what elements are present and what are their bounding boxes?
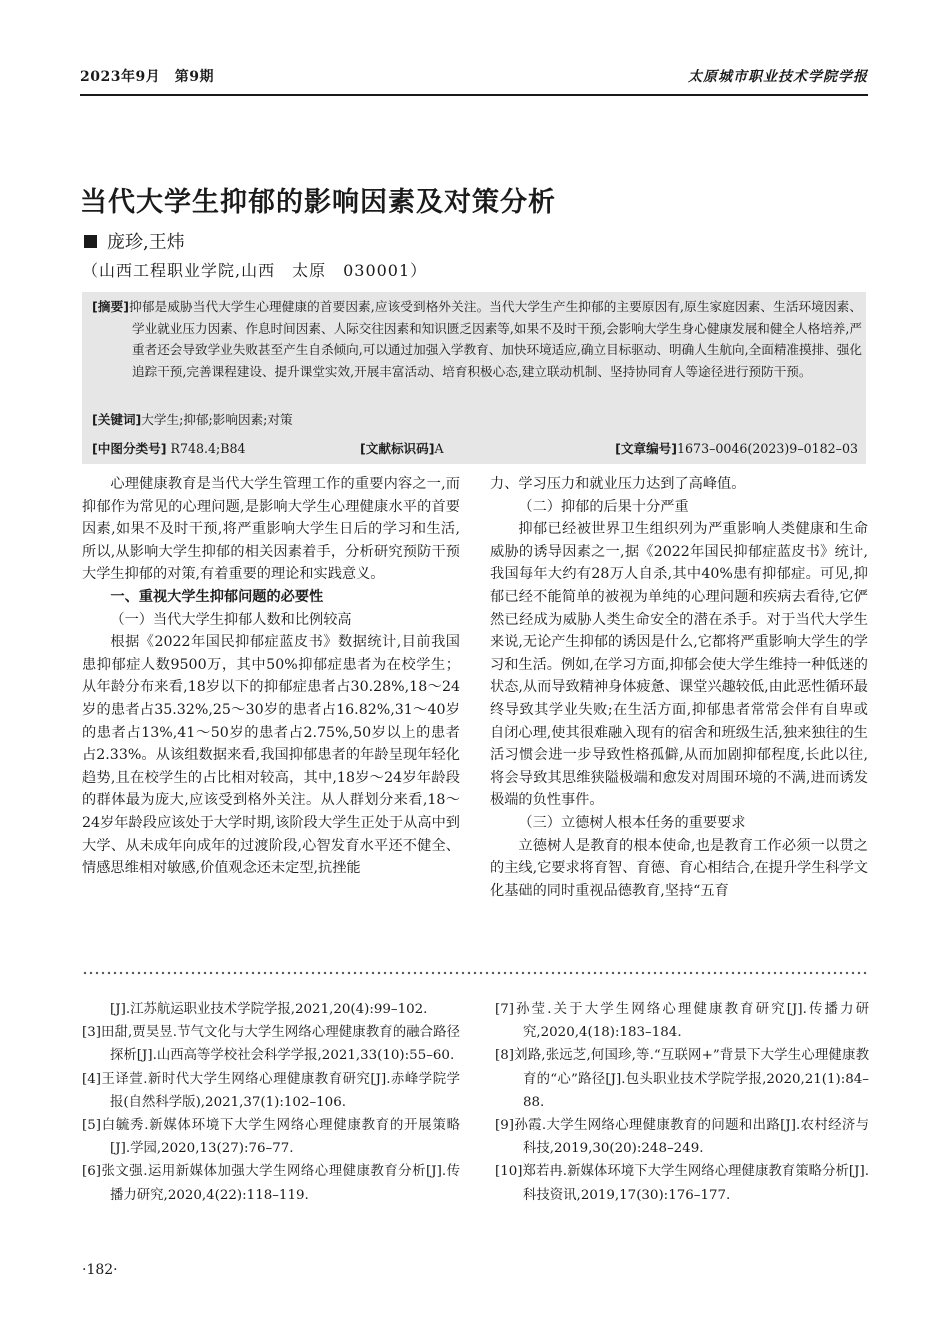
reference-item: [6]张文强.运用新媒体加强大学生网络心理健康教育分析[J].传播力研究,2020,4(22):118–119. (82, 1164, 460, 1203)
article-no-label: [文章编号] (615, 441, 678, 456)
abstract-text: 抑郁是威胁当代大学生心理健康的首要因素,应该受到格外关注。当代大学生产生抑郁的主要原因有,原生家庭因素、生活环境因素、学业就业压力因素、作息时间因素、人际交往因素和知识匮乏因素等,如果不及时干预,会影响大学生身心健康发展和健全人格培养,严重者还会导致学业失败甚至产生自杀倾向,可以通过加强入学教育、加快环境适应,确立目标驱动、明确人生航向,全面精准摸排、强化追踪干预,完善课程建设、提升课堂实效,开展丰富活动、培育积极心态,建立联动机制、坚持协同育人等途径进行预防干预。 (129, 299, 862, 379)
reference-item: [J].江苏航运职业技术学院学报,2021,20(4):99–102. (110, 1002, 428, 1017)
reference-item: [10]郑若冉.新媒体环境下大学生网络心理健康教育策略分析[J].科技资讯,2019,17(30):176–177. (495, 1164, 869, 1203)
square-bullet-icon (84, 235, 97, 248)
article-title: 当代大学生抑郁的影响因素及对策分析 (80, 187, 556, 218)
issue-date: 2023年9月 第9期 (80, 69, 214, 85)
references-right (495, 998, 869, 1207)
body-column-right (490, 473, 868, 902)
keywords-label: [关键词] (92, 412, 142, 427)
reference-item: [9]孙霞.大学生网络心理健康教育的问题和出路[J].农村经济与科技,2019,30(20):248–249. (495, 1118, 869, 1157)
subsection-heading: （一）当代大学生抑郁人数和比例较高 (110, 611, 352, 628)
clc-label: [中图分类号] (92, 441, 167, 456)
reference-item: [7]孙莹.关于大学生网络心理健康教育研究[J].传播力研究,2020,4(18):183–184. (495, 1002, 869, 1041)
keywords (92, 409, 293, 428)
body-paragraph: 抑郁已经被世界卫生组织列为严重影响人类健康和生命威胁的诱导因素之一,据《2022年国民抑郁症蓝皮书》统计,我国每年大约有28万人自杀,其中40%患有抑郁症。可见,抑郁已经不能简单的被视为单纯的心理问题和疾病去看待,它俨然已经成为威胁人类生命安全的潜在杀手。对于当代大学生来说,无论产生抑郁的诱因是什么,它都将严重影响大学生的学习和生活。例如,在学习方面,抑郁会使大学生维持一种低迷的状态,从而导致精神身体疲惫、课堂兴趣较低,由此恶性循环最终导致其学业失败;在生活方面,抑郁患者常常会伴有自卑或自闭心理,使其很难融入现有的宿舍和班级生活,独来独往的生活习惯会进一步导致性格孤僻,从而加剧抑郁程度,长此以往,将会导致其思维狭隘极端和愈发对周围环境的不满,进而诱发极端的负性事件。 (490, 521, 868, 809)
doc-code-value: A (434, 441, 444, 456)
article-no-value: 1673–0046(2023)9–0182–03 (677, 441, 858, 456)
section-heading: 一、重视大学生抑郁问题的必要性 (110, 588, 324, 605)
subsection-heading: （二）抑郁的后果十分严重 (518, 498, 689, 515)
body-paragraph: 立德树人是教育的根本使命,也是教育工作必须一以贯之的主线,它要求将育智、育德、育心相结合,在提升学生科学文化基础的同时重视品德教育,坚持“五育 (490, 837, 868, 899)
abstract-box (82, 292, 866, 464)
body-paragraph-continued: 力、学习压力和就业压力达到了高峰值。 (490, 476, 746, 492)
doc-code-label: [文献标识码] (360, 441, 435, 456)
intro-paragraph: 心理健康教育是当代大学生管理工作的重要内容之一,而抑郁作为常见的心理问题,是影响大学生心理健康水平的首要因素,如果不及时干预,将严重影响大学生日后的学习和生活,所以,从影响大学生抑郁的相关因素着手，分析研究预防干预大学生抑郁的对策,有着重要的理论和实践意义。 (82, 476, 460, 583)
reference-item: [3]田甜,贾昊昱.节气文化与大学生网络心理健康教育的融合路径探析[J].山西高等学校社会科学学报,2021,33(10):55–60. (82, 1025, 460, 1064)
references-left (82, 998, 460, 1207)
author-line (84, 228, 185, 254)
authors: 庞珍,王炜 (107, 232, 185, 253)
affiliation: （山西工程职业学院,山西 太原 030001） (82, 261, 428, 280)
dotted-divider (82, 969, 868, 977)
body-column-left (82, 473, 460, 880)
header-rule (80, 94, 868, 96)
keywords-text: 大学生;抑郁;影响因素;对策 (141, 412, 293, 427)
reference-item: [8]刘路,张远芝,何国珍,等.“互联网+”背景下大学生心理健康教育的“心”路径[J].包头职业技术学院学报,2020,21(1):84–88. (495, 1048, 869, 1110)
page-number: ·182· (82, 1262, 118, 1278)
body-paragraph: 根据《2022年国民抑郁症蓝皮书》数据统计,目前我国患抑郁症人数9500万，其中50%抑郁症患者为在校学生；从年龄分布来看,18岁以下的抑郁症患者占30.28%,18～24岁的患者占35.32%,25～30岁的患者占16.82%,31～40岁的患者占13%,41～50岁的患者占2.75%,50岁以上的患者占2.33%。从该组数据来看,我国抑郁患者的年龄呈现年轻化趋势,且在校学生的占比相对较高，其中,18岁～24岁年龄段的群体最为庞大,应该受到格外关注。从人群划分来看,18～24岁年龄段应该处于大学时期,该阶段大学生正处于从高中到大学、从未成年向成年的过渡阶段,心智发育水平还不健全、情感思维相对敏感,价值观念还未定型,抗挫能 (82, 634, 460, 877)
journal-name: 太原城市职业技术学院学报 (688, 69, 868, 85)
abstract (92, 296, 862, 382)
reference-item: [5]白毓秀.新媒体环境下大学生网络心理健康教育的开展策略[J].学园,2020,13(27):76–77. (82, 1118, 460, 1157)
abstract-label: [摘要] (92, 299, 130, 314)
reference-item: [4]王译萱.新时代大学生网络心理健康教育研究[J].赤峰学院学报(自然科学版),2021,37(1):102–106. (82, 1071, 460, 1110)
clc-value: R748.4;B84 (166, 441, 246, 456)
subsection-heading: （三）立德树人根本任务的重要要求 (518, 814, 746, 831)
